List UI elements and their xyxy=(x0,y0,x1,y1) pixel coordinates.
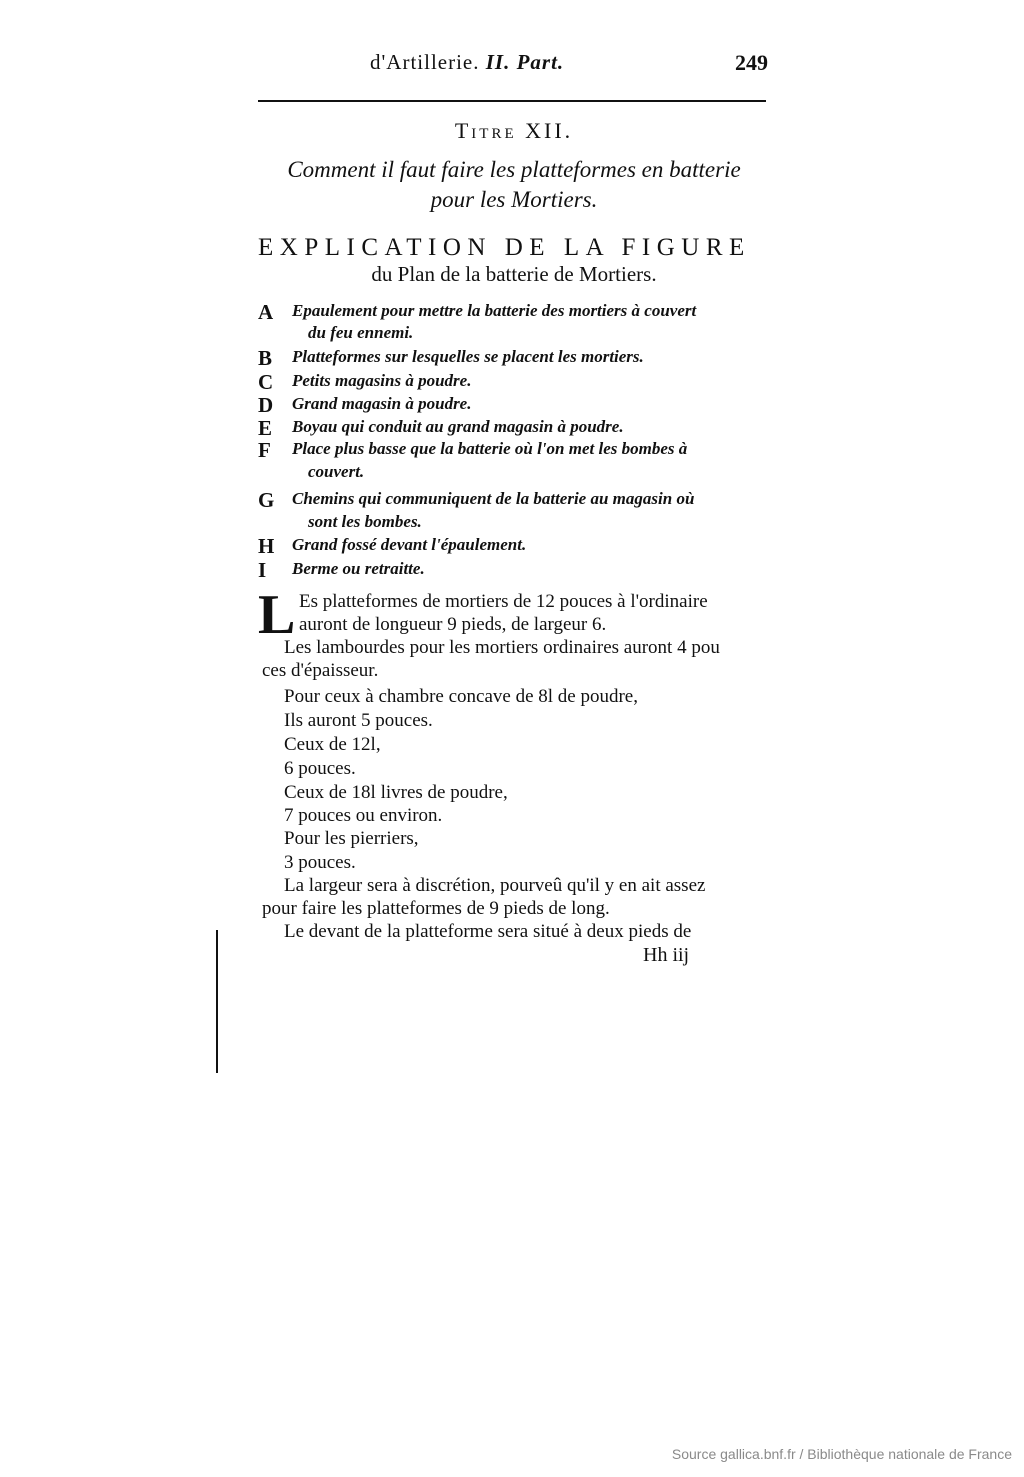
legend-letter: E xyxy=(258,416,273,440)
legend-letter: H xyxy=(258,534,275,558)
body-line: ces d'épaisseur. xyxy=(262,660,379,681)
legend-text: Grand fossé devant l'épaulement. xyxy=(292,535,527,554)
body-line: Pour les pierriers, xyxy=(284,828,419,849)
legend-text: Grand magasin à poudre. xyxy=(292,394,472,413)
legend-text: Chemins qui communiquent de la batterie au magasin où xyxy=(292,489,695,508)
running-part: II. Part. xyxy=(485,50,565,74)
explication-subheading: du Plan de la batterie de Mortiers. xyxy=(371,262,657,286)
legend-letter: B xyxy=(258,346,273,370)
body-line: 7 pouces ou environ. xyxy=(284,805,443,826)
running-head xyxy=(370,50,564,75)
legend-letter: G xyxy=(258,488,275,512)
legend-text: Petits magasins à poudre. xyxy=(292,371,472,390)
body-line: Ceux de 18l livres de poudre, xyxy=(284,782,508,803)
body-line: La largeur sera à discrétion, pourveû qu'il y en ait assez xyxy=(284,875,706,896)
header-rule xyxy=(258,100,766,102)
source-credit: Source gallica.bnf.fr / Bibliothèque nationale de France xyxy=(671,1446,1012,1462)
legend-text: Place plus basse que la batterie où l'on met les bombes à xyxy=(292,439,688,458)
body-line: auront de longueur 9 pieds, de largeur 6. xyxy=(299,614,607,635)
legend-text-continued: sont les bombes. xyxy=(308,512,422,531)
running-title: d'Artillerie. xyxy=(370,50,480,74)
legend-text: Epaulement pour mettre la batterie des mortiers à couvert xyxy=(292,301,697,320)
body-line: pour faire les platteformes de 9 pieds de long. xyxy=(262,898,610,919)
legend-letter: I xyxy=(258,558,267,582)
body-line: 3 pouces. xyxy=(284,852,356,873)
explication-heading: EXPLICATION DE LA FIGURE xyxy=(258,234,751,261)
legend-text-continued: du feu ennemi. xyxy=(308,323,414,342)
chapter-title: Titre XII. xyxy=(454,118,574,143)
legend-text: Berme ou retraitte. xyxy=(292,559,425,578)
body-line: Ils auront 5 pouces. xyxy=(284,710,433,731)
body-line: Es platteformes de mortiers de 12 pouces à l'ordinaire xyxy=(299,591,708,612)
catchword: Hh iij xyxy=(643,944,690,966)
legend-text-continued: couvert. xyxy=(308,462,365,481)
body-line: Le devant de la platteforme sera situé à deux pieds de xyxy=(284,921,692,942)
chapter-subtitle-line-2: pour les Mortiers. xyxy=(430,187,598,212)
chapter-subtitle-line-1: Comment il faut faire les platteformes en batterie xyxy=(287,157,741,182)
body-line: Pour ceux à chambre concave de 8l de poudre, xyxy=(284,686,638,707)
legend-letter: D xyxy=(258,393,274,417)
legend-letter: C xyxy=(258,370,274,394)
drop-cap: L xyxy=(258,584,296,646)
page-number: 249 xyxy=(735,50,768,75)
legend-text: Boyau qui conduit au grand magasin à poudre. xyxy=(292,417,624,436)
legend-letter: A xyxy=(258,300,274,324)
page-edge-line xyxy=(216,930,218,1073)
body-line: Les lambourdes pour les mortiers ordinaires auront 4 pou xyxy=(284,637,720,658)
body-line: Ceux de 12l, xyxy=(284,734,381,755)
legend-letter: F xyxy=(258,438,271,462)
body-line: 6 pouces. xyxy=(284,758,356,779)
legend-text: Platteformes sur lesquelles se placent les mortiers. xyxy=(292,347,644,366)
